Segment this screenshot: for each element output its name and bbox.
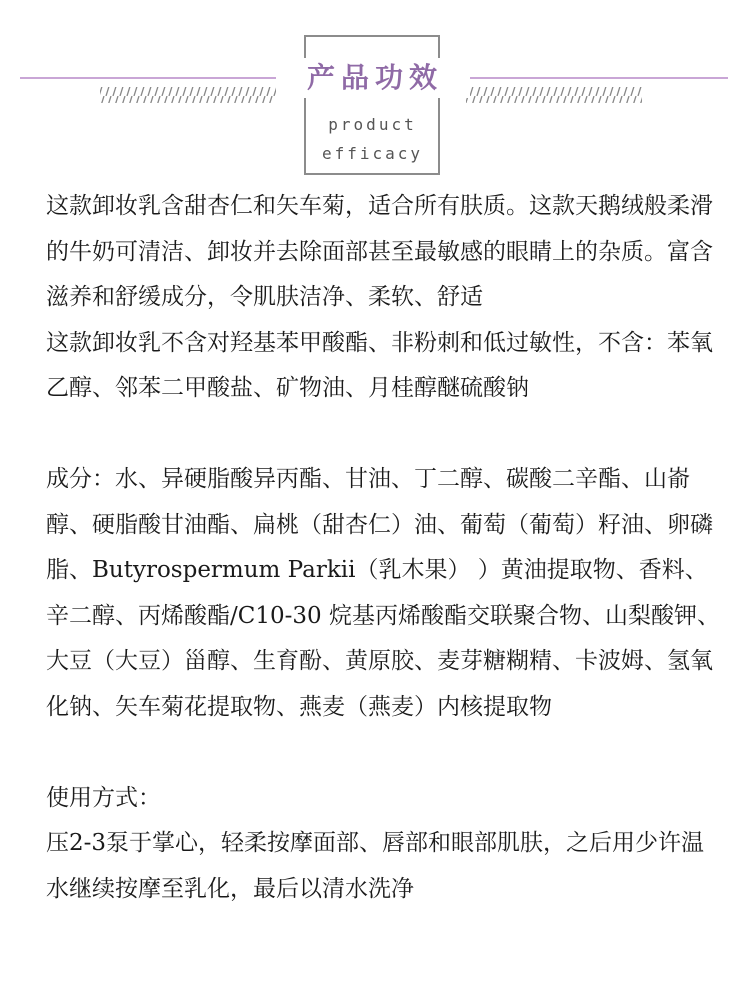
- right-hatch-band: [466, 87, 642, 103]
- usage-heading: 使用方式：: [46, 784, 161, 811]
- usage-paragraph: 压2-3泵于掌心，轻柔按摩面部、唇部和眼部肌肤，之后用少许温水继续按摩至乳化，最后以清水洗净: [46, 830, 705, 902]
- left-hatch-band: [100, 87, 276, 103]
- spacer: [46, 412, 726, 458]
- section-header: [0, 0, 750, 180]
- subtitle-product: product: [328, 115, 417, 134]
- product-content: [46, 184, 726, 912]
- description-paragraph-2: 这款卸妆乳不含对羟基苯甲酸酯、非粉刺和低过敏性，不含：苯氧乙醇、邻苯二甲酸盐、矿物油、月桂醇醚硫酸钠: [46, 329, 713, 401]
- subtitle-efficacy: efficacy: [321, 144, 424, 163]
- ingredients-paragraph: 成分：水、异硬脂酸异丙酯、甘油、丁二醇、碳酸二辛酯、山嵛醇、硬脂酸甘油酯、扁桃（甜杏仁）油、葡萄（葡萄）籽油、卵磷脂、Butyrospermum Parkii（乳木果） ）黄油提取物、香料、辛二醇、丙烯酸酯/C10-30 烷基丙烯酸酯交联聚合物、山梨酸钾、大豆（大豆）甾醇、生育酚、黄原胶、麦芽糖糊精、卡波姆、氢氧化钠、矢车菊花提取物、燕麦（燕麦）内核提取物: [46, 466, 720, 720]
- description-paragraph-1: 这款卸妆乳含甜杏仁和矢车菊，适合所有肤质。这款天鹅绒般柔滑的牛奶可清洁、卸妆并去除面部甚至最敏感的眼睛上的杂质。富含滋养和舒缓成分，令肌肤洁净、柔软、舒适: [46, 193, 713, 310]
- section-title: 产品功效: [280, 58, 470, 98]
- spacer: [46, 730, 726, 776]
